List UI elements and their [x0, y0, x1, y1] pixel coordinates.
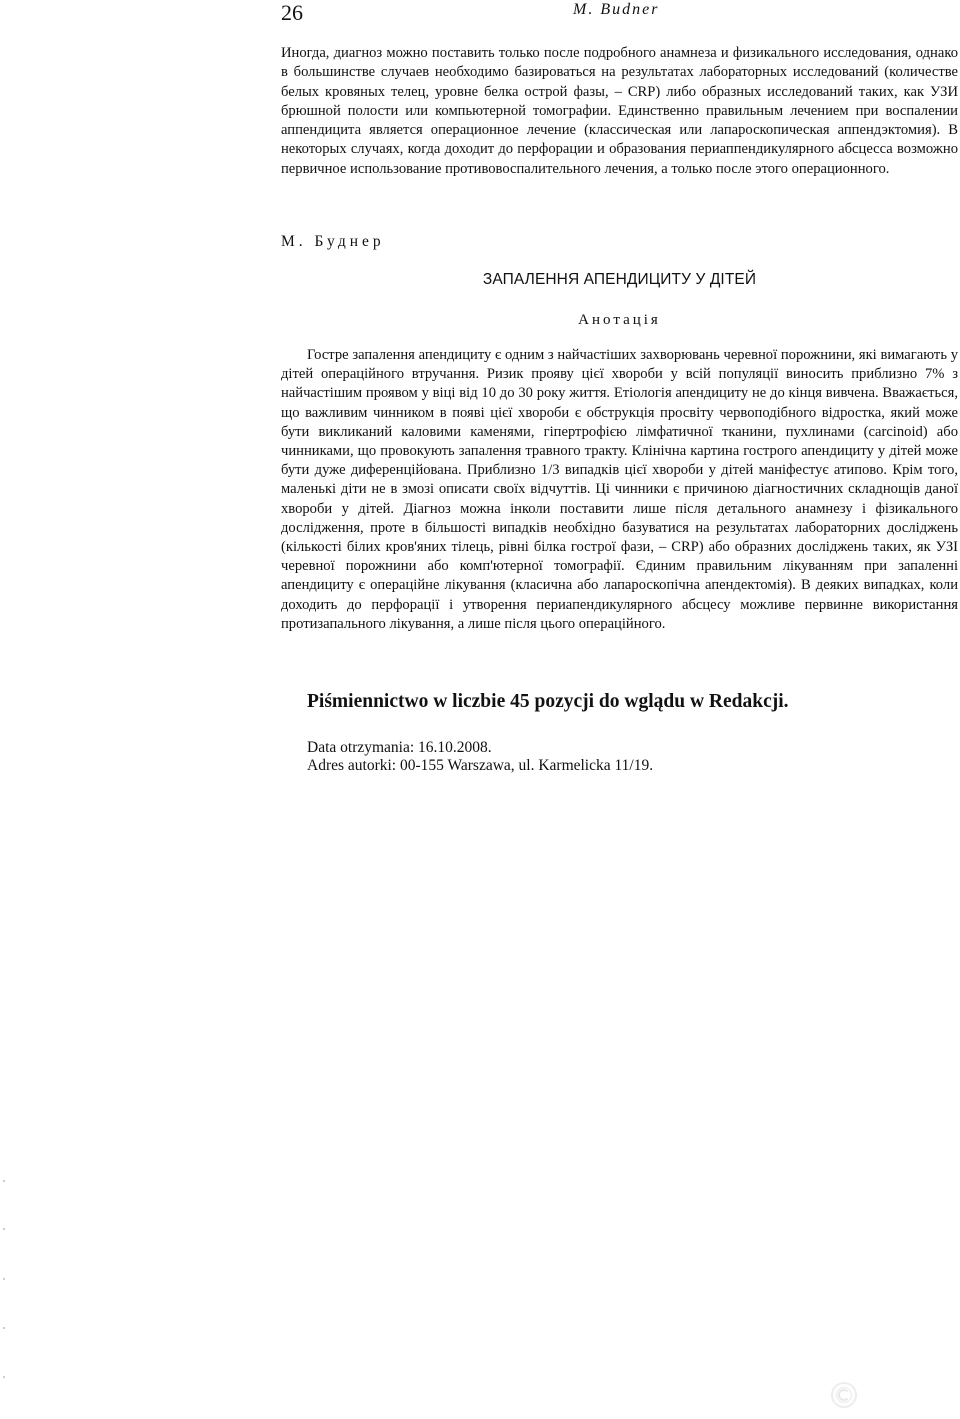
bibliography-note: Piśmiennictwo w liczbie 45 pozycji do wglądu w Redakcji.	[307, 691, 789, 712]
annotation-heading: Анотація	[578, 312, 661, 328]
margin-dot	[3, 1228, 5, 1230]
margin-dot	[3, 1180, 5, 1182]
received-date: Data otrzymania: 16.10.2008.	[307, 739, 492, 756]
copyright-watermark-icon	[829, 1380, 859, 1410]
running-header-author: M. Budner	[573, 1, 660, 18]
margin-dot	[3, 1327, 5, 1329]
ukrainian-article-title: ЗАПАЛЕННЯ АПЕНДИЦИТУ У ДІТЕЙ	[482, 271, 757, 288]
margin-dot	[3, 1278, 5, 1280]
author-address: Adres autorki: 00-155 Warszawa, ul. Karmelicka 11/19.	[307, 757, 654, 774]
russian-abstract-paragraph: Иногда, диагноз можно поставить только после подробного анамнеза и физикального исследования, однако в большинстве случаев необходимо базироваться на результатах лабораторных исследований (количестве белых кровяных телец, уровне белка острой фазы, – CRP) либо образных исследований таких, как УЗИ брюшной полости или компьютерной томографии. Единственно правильным лечением при воспалении аппендицита является операционное лечение (классическая или лапароскопическая аппендэктомия). В некоторых случаях, когда доходит до перфорации и образования периаппендикулярного абсцесса возможно первичное использование противовоспалительного лечения, а только после этого операционного.	[281, 45, 958, 177]
margin-dot	[3, 1376, 5, 1378]
page-number: 26	[281, 0, 303, 25]
ukrainian-author-name: М. Буднер	[281, 233, 385, 250]
ukrainian-abstract-paragraph: Гостре запалення апендициту є одним з найчастіших захворювань черевної порожнини, які вимагають у дітей операційного втручання. Ризик прояву цієї хвороби у всій популяції виносить приблизно 7% з найчастішим проявом у віці від 10 до 30 року життя. Етіологія апендициту не до кінця вивчена. Вважається, що важливим чинником в появі цієї хвороби є обструкція просвіту червоподібного відростка, який може бути викликаний каловими каменями, гіпертрофією лімфатичної тканини, пухлинами (carcinoid) або чинниками, що провокують запалення травного тракту. Клінічна картина гострого апендициту у дітей може бути дуже диференційована. Приблизно 1/3 випадків цієї хвороби у дітей маніфестує атипово. Крім того, маленькі діти не в змозі описати своїх відчуттів. Ці чинники є причиною діагностичних складнощів даної хвороби у дітей. Діагноз можна інколи поставити лише після детального анамнезу і фізикального дослідження, проте в більшості випадків необхідно базуватися на результатах лабораторних досліджень (кількості білих кров'яних тілець, рівні білка гострої фази, – CRP) або образних досліджень таких, як УЗІ черевної порожнини або комп'ютерної томографії. Єдиним правильним лікуванням при запаленні апендициту є операційне лікування (класична або лапароскопічна апендектомія). В деяких випадках, коли доходить до перфорації і утворення периапендикулярного абсцесу можливе первинне використання протизапального лікування, а лише після цього операційного.	[281, 347, 958, 632]
